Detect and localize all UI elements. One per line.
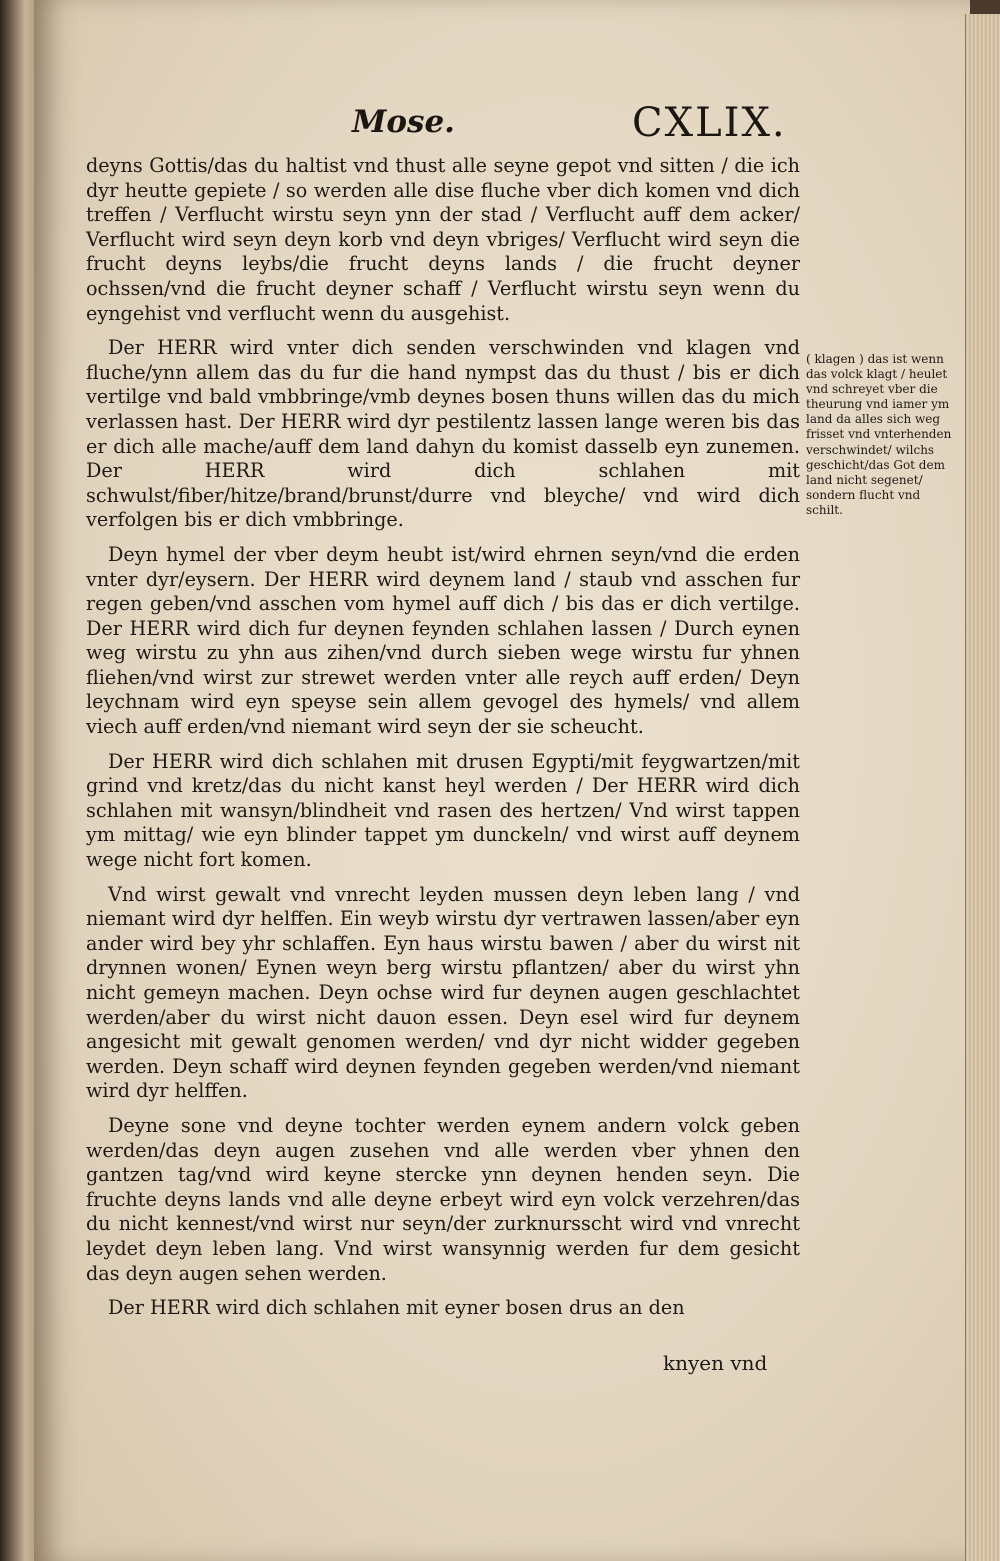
- catchword: knyen vnd: [663, 1351, 768, 1375]
- paragraph-7: Der HERR wird dich schlahen mit eyner bosen drus an den: [108, 1296, 685, 1320]
- margin-gloss: ( klagen ) das ist wenn das volck klagt / heulet vnd schreyet vber die theurung vnd iamer ym land da alles sich weg frisset vnd vnterhenden verschwindet/ wilchs geschicht/das Got dem land nicht segenet/ sondern flucht vnd schilt.: [806, 352, 952, 517]
- main-text-block: [86, 154, 800, 1331]
- left-page-edge: [0, 0, 34, 1561]
- paragraph-4: Der HERR wird dich schlahen mit drusen Egypti/mit feygwartzen/mit grind vnd kretz/das du nicht kanst heyl werden / Der HERR wird dich schlahen mit wansyn/blindheit vnd rasen des hertzen/ Vnd wirst tappen ym mittag/ wie eyn blinder tappet ym dunckeln/ vnd wirst auff deynem wege nicht fort komen.: [86, 749, 800, 872]
- folio-number: CXLIX.: [632, 100, 787, 146]
- running-title: Mose.: [352, 104, 455, 140]
- page-fore-edge: [965, 14, 1000, 1561]
- paragraph-5: Vnd wirst gewalt vnd vnrecht leyden mussen deyn leben lang / vnd niemant wird dyr helffen. Ein weyb wirstu dyr vertrawen lassen/aber eyn ander wird bey yhr schlaffen. Eyn haus wirstu bawen / aber du wirst nit drynnen wonen/ Eynen weyn berg wirstu pflantzen/ aber du wirst yhn nicht gemeyn machen. Deyn ochse wird fur deynen augen geschlachtet werden/aber du wirst nicht dauon essen. Deyn esel wird fur deynem angesicht mit gewalt genomen werden/ vnd dyr nicht widder gegeben werden. Deyn schaff wird deynen feynden gegeben werden/vnd niemant wird dyr helffen.: [86, 882, 800, 1103]
- paragraph-2: Der HERR wird vnter dich senden verschwinden vnd klagen vnd fluche/ynn allem das du fur die hand nympst das du thust / bis er dich vertilge vnd bald vmbbringe/vmb deynes bosen thuns willen das du mich verlassen hast. Der HERR wird dyr pestilentz lassen lange weren bis das er dich alle mache/auff dem land dahyn du komist dasselb eyn zunemen. Der HERR wird dich schlahen mit schwulst/fiber/hitze/brand/brunst/durre vnd bleyche/ vnd wird dich verfolgen bis er dich vmbbringe.: [86, 336, 800, 532]
- paragraph-6: Deyne sone vnd deyne tochter werden eynem andern volck geben werden/das deyn augen zusehen vnd alle werden vber yhnen den gantzen tag/vnd wird keyne stercke ynn deynen henden seyn. Die fruchte deyns lands vnd alle deyne erbeyt wird eyn volck verzehren/das du nicht kennest/vnd wirst nur seyn/der zurknursscht wird vnd vnrecht leydet deyn leben lang. Vnd wirst wansynnig werden fur dem gesicht das deyn augen sehen werden.: [86, 1113, 800, 1285]
- paragraph-3: Deyn hymel der vber deym heubt ist/wird ehrnen seyn/vnd die erden vnter dyr/eysern. Der HERR wird deynem land / staub vnd asschen fur regen geben/vnd asschen vom hymel auff dich / bis das er dich vertilge. Der HERR wird dich fur deynen feynden schlahen lassen / Durch eynen weg wirstu zu yhn aus zihen/vnd durch sieben wege wirstu fur yhnen fliehen/vnd wirst zur strewet werden vnter alle reych auff erden/ Deyn leychnam wird eyn speyse sein allem gevogel des hymels/ vnd allem viech auff erden/vnd niemant wird seyn der sie scheucht.: [86, 542, 800, 739]
- paragraph-1: deyns Gottis/das du haltist vnd thust alle seyne gepot vnd sitten / die ich dyr heutte gepiete / so werden alle dise fluche vber dich komen vnd dich treffen / Verflucht wirstu seyn ynn der stad / Verflucht auff dem acker/ Verflucht wird seyn deyn korb vnd deyn vbriges/ Verflucht wird seyn die frucht deyns leybs/die frucht deyns lands / die frucht deyner ochssen/vnd die frucht deyner schaff / Verflucht wirstu seyn wenn du eyngehist vnd verflucht wenn du ausgehist.: [86, 154, 800, 325]
